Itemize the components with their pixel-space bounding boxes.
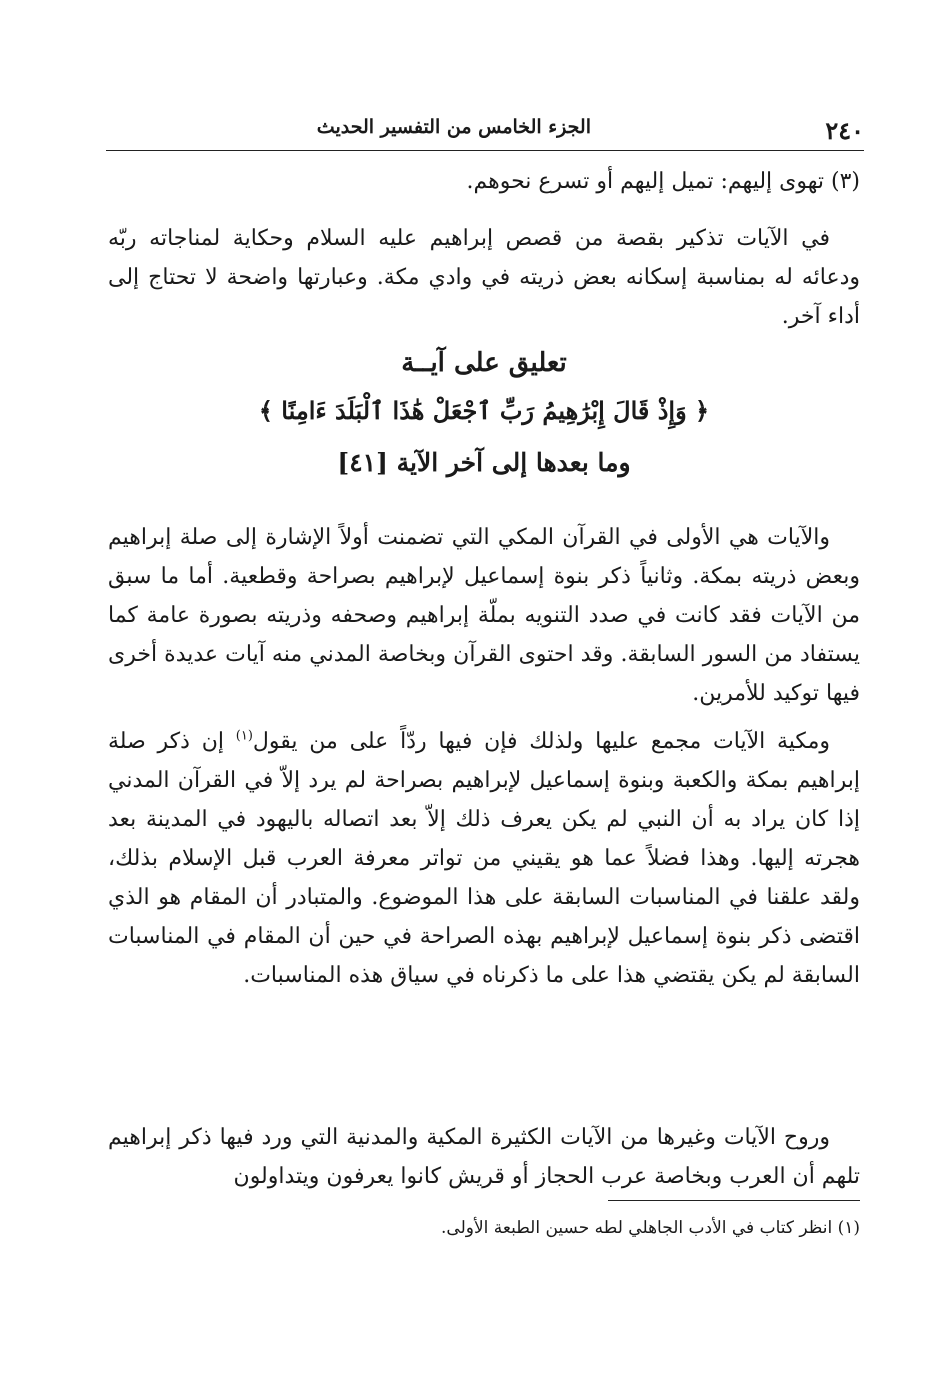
section-subheading: وما بعدها إلى آخر الآية [٤١]	[337, 448, 631, 477]
page-header	[106, 110, 864, 146]
footnote-reference: (١)	[235, 728, 253, 744]
paragraph-body-2-start: ومكية الآيات مجمع عليها ولذلك فإن فيها ردّاً على من يقول	[252, 729, 830, 754]
paragraph-body-2-rest: إن ذكر صلة إبراهيم بمكة والكعبة وبنوة إسماعيل لإبراهيم بصراحة لم يرد إلاّ في القرآن المدني إذا كان يراد به أن النبي لم يكن يعرف ذلك إلاّ بعد اتصاله باليهود في المدينة بعد هجرته إليها. وهذا فضلاً عما هو يقيني من تواتر معرفة العرب قبل الإسلام بذلك، ولقد علقنا في المناسبات السابقة على هذا الموضوع. والمتبادر أن المقام هو الذي اقتضى ذكر بنوة إسماعيل لإبراهيم بهذه الصراحة في حين أن المقام في المناسبات السابقة لم يكن يقتضي هذا على ما ذكرناه في سياق هذه المناسبات.	[108, 729, 860, 988]
paragraph-body-3: وروح الآيات وغيرها من الآيات الكثيرة المكية والمدنية التي ورد فيها ذكر إبراهيم تلهم أن العرب وبخاصة عرب الحجاز أو قريش كانوا يعرفون ويتداولون	[108, 1125, 860, 1189]
paragraph-body-1: والآيات هي الأولى في القرآن المكي التي تضمنت أولاً الإشارة إلى صلة إبراهيم وبعض ذريته بمكة. وثانياً ذكر بنوة إسماعيل لإبراهيم بصراحة وقطعية. أما ما سبق من الآيات فقد كانت في صدد التنويه بملّة إبراهيم وصحفه وذريته بصورة عامة كما يستفاد من السور السابقة. وقد احتوى القرآن وبخاصة المدني منه آيات عديدة أخرى فيها توكيد للأمرين.	[108, 525, 860, 706]
quoted-verse: ﴿ وَإِذْ قَالَ إِبْرَٰهِيمُ رَبِّ ٱجْعَلْ هَٰذَا ٱلْبَلَدَ ءَامِنًا ﴾	[258, 396, 710, 425]
vocabulary-note: (٣) تهوى إليهم: تميل إليهم أو تسرع نحوهم.	[466, 169, 860, 194]
header-rule	[106, 150, 864, 151]
footnote-rule	[608, 1200, 860, 1201]
running-head: الجزء الخامس من التفسير الحديث	[316, 116, 591, 138]
paragraph-body-2	[108, 722, 860, 995]
section-heading: تعليق على آيــة	[401, 348, 567, 378]
page-number: ٢٤٠	[825, 116, 864, 145]
paragraph-intro: في الآيات تذكير بقصة من قصص إبراهيم عليه السلام وحكاية لمناجاته ربّه ودعائه له بمناسبة إسكانه بعض ذريته في وادي مكة. وعبارتها واضحة لا تحتاج إلى أداء آخر.	[108, 226, 860, 329]
footnote: (١) انظر كتاب في الأدب الجاهلي لطه حسين الطبعة الأولى.	[441, 1218, 860, 1238]
